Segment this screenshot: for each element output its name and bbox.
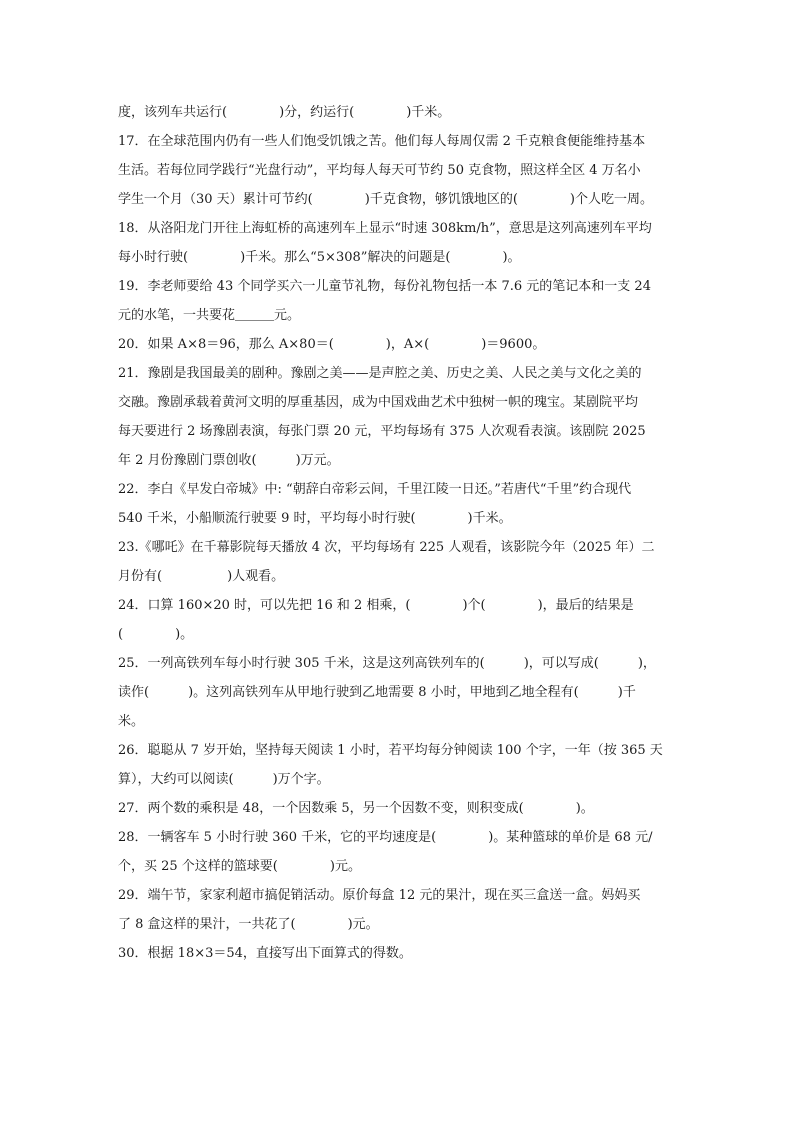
question-24-line: 24．口算 160×20 时，可以先把 16 和 2 相乘，( )个( )，最后的结果是 xyxy=(118,598,634,613)
question-26-line: 26．聪聪从 7 岁开始，坚持每天阅读 1 小时，若平均每分钟阅读 100 个字，一年（按 365 天 xyxy=(118,743,663,758)
question-19-line: 19．李老师要给 43 个同学买六一儿童节礼物，每份礼物包括一本 7.6 元的笔记本和一支 24 xyxy=(118,279,651,294)
text-line: 540 千米，小船顺流行驶要 9 时，平均每小时行驶( )千米。 xyxy=(118,511,512,526)
worksheet-page xyxy=(118,98,688,968)
text-line: 读作( )。这列高铁列车从甲地行驶到乙地需要 8 小时，甲地到乙地全程有( )千 xyxy=(118,685,636,700)
text-line: 生活。若每位同学践行“光盘行动”，平均每人每天可节约 50 克食物，照这样全区 4 万名小 xyxy=(118,163,641,178)
text-line: 学生一个月（30 天）累计可节约( )千克食物，够饥饿地区的( )个人吃一周。 xyxy=(118,192,653,207)
text-line: ( )。 xyxy=(118,627,194,642)
text-line: 个，买 25 个这样的篮球要( )元。 xyxy=(118,859,361,874)
text-line: 了 8 盒这样的果汁，一共花了( )元。 xyxy=(118,917,379,932)
text-line: 算），大约可以阅读( )万个字。 xyxy=(118,772,330,787)
question-25-line: 25．一列高铁列车每小时行驶 305 千米，这是这列高铁列车的( )，可以写成( )， xyxy=(118,656,656,671)
text-line: 每小时行驶( )千米。那么“5×308”解决的问题是( )。 xyxy=(118,250,521,265)
text-line: 交融。豫剧承载着黄河文明的厚重基因，成为中国戏曲艺术中独树一帜的瑰宝。某剧院平均 xyxy=(118,395,639,410)
text-line: 米。 xyxy=(118,714,145,729)
question-28-line: 28．一辆客车 5 小时行驶 360 千米，它的平均速度是( )。某种篮球的单价是 68 元/ xyxy=(118,830,653,845)
text-line: 每天要进行 2 场豫剧表演，每张门票 20 元，平均每场有 375 人次观看表演。该剧院 2025 xyxy=(118,424,646,439)
text-line: 度，该列车共运行( )分，约运行( )千米。 xyxy=(118,105,451,120)
question-20-line: 20．如果 A×8＝96，那么 A×80＝( )，A×( )＝9600。 xyxy=(118,337,546,352)
question-17-line: 17．在全球范围内仍有一些人们饱受饥饿之苦。他们每人每周仅需 2 千克粮食便能维持基本 xyxy=(118,134,646,149)
question-29-line: 29．端午节，家家利超市搞促销活动。原价每盒 12 元的果汁，现在买三盒送一盒。妈妈买 xyxy=(118,888,641,903)
text-line: 月份有( )人观看。 xyxy=(118,569,285,584)
text-line: 年 2 月份豫剧门票创收( )万元。 xyxy=(118,453,340,468)
question-22-line: 22．李白《早发白帝城》中: “朝辞白帝彩云间，千里江陵一日还。”若唐代“千里”约合现代 xyxy=(118,482,632,497)
question-18-line: 18．从洛阳龙门开往上海虹桥的高速列车上显示“时速 308km/h”，意思是这列高速列车平均 xyxy=(118,221,652,236)
question-23-line: 23.《哪吒》在千幕影院每天播放 4 次，平均每场有 225 人观看，该影院今年（2025 年）二 xyxy=(118,540,655,555)
question-21-line: 21．豫剧是我国最美的剧种。豫剧之美——是声腔之美、历史之美、人民之美与文化之美的 xyxy=(118,366,642,381)
question-27-line: 27．两个数的乘积是 48，一个因数乘 5，另一个因数不变，则积变成( )。 xyxy=(118,801,594,816)
text-line: 元的水笔，一共要花＿＿＿元。 xyxy=(118,308,301,323)
question-30-line: 30．根据 18×3＝54，直接写出下面算式的得数。 xyxy=(118,946,412,961)
